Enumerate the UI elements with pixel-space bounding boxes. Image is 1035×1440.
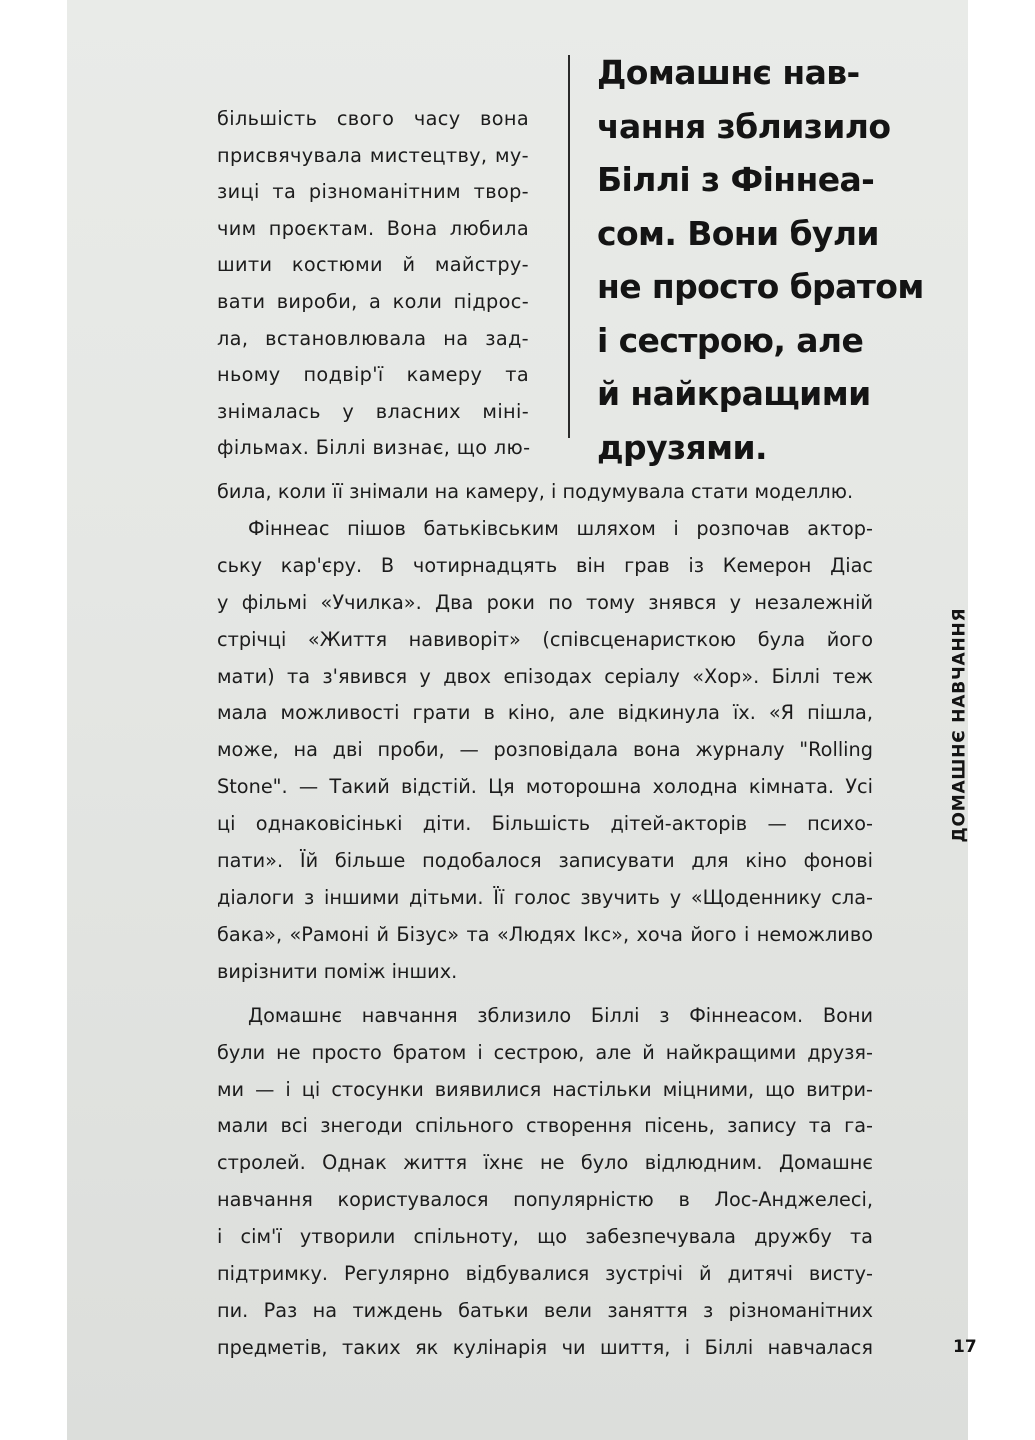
pullquote	[597, 46, 927, 474]
text-line: діалоги з іншими дітьми. Її голос звучить у «Щоденнику сла-	[217, 885, 873, 909]
text-line: мати) та з'явився у двох епізодах серіалу «Хор». Біллі теж	[217, 664, 873, 688]
text-line: Фіннеас пішов батьківським шляхом і розпочав актор-	[248, 516, 873, 540]
paragraph-spacer	[217, 991, 873, 998]
text-line: Stone". — Такий відстій. Ця моторошна холодна кімната. Усі	[217, 775, 873, 799]
text-line: підтримку. Регулярно відбувалися зустрічі й дитячі висту-	[217, 1262, 873, 1286]
text-line: фільмах. Біллі визнає, що лю-	[217, 436, 531, 460]
book-page	[67, 0, 977, 1440]
pullquote-divider	[568, 55, 570, 438]
text-line: навчання користувалося популярністю в Лос-Анджелесі,	[217, 1188, 873, 1212]
text-line: може, на дві проби, — розповідала вона журналу "Rolling	[217, 738, 873, 762]
pullquote-line: Біллі з Фіннеа-	[597, 160, 875, 199]
pullquote-line: чання зблизило	[597, 106, 891, 146]
pullquote-line: й найкращими	[597, 374, 871, 413]
text-line: пи. Раз на тиждень батьки вели заняття з різноманітних	[217, 1298, 873, 1322]
pullquote-line: друзями.	[597, 427, 767, 467]
text-line: била, коли її знімали на камеру, і подумувала стати моделлю.	[217, 480, 854, 503]
pullquote-line: Домашнє нав-	[597, 53, 860, 92]
text-line: у фільмі «Училка». Два роки по тому знявся у незалежній	[217, 590, 873, 614]
text-line: ську кар'єру. В чотирнадцять він грав із Кемерон Діас	[217, 553, 873, 577]
text-line: мали всі знегоди спільного створення пісень, запису та га-	[217, 1114, 873, 1138]
text-line: мала можливості грати в кіно, але відкинула їх. «Я пішла,	[217, 701, 873, 725]
text-line: більшість свого часу вона	[217, 107, 529, 130]
text-line: стролей. Однак життя їхнє не було відлюдним. Домашнє	[217, 1151, 873, 1175]
intro-column	[217, 101, 529, 467]
text-line: були не просто братом і сестрою, але й найкращими друзя-	[217, 1040, 873, 1064]
text-line: бака», «Рамоні й Бізус» та «Людях Ікс», хоча його і неможливо	[217, 922, 873, 946]
pullquote-line: не просто братом	[597, 267, 924, 306]
text-line: знімалась у власних міні-	[217, 399, 529, 423]
text-line: ці однаковісінькі діти. Більшість дітей-акторів — психо-	[217, 812, 873, 836]
pullquote-line: і сестрою, але	[597, 320, 864, 360]
text-line: стрічці «Життя навиворіт» (співсценаристкою була його	[217, 627, 873, 651]
paragraph	[217, 511, 873, 991]
text-line: зиці та різноманітним твор-	[217, 180, 529, 204]
running-head-label: ДОМАШНЄ НАВЧАННЯ	[949, 607, 969, 842]
text-line: вати вироби, а коли підрос-	[217, 289, 529, 313]
text-line: ньому подвір'ї камеру та	[217, 363, 529, 387]
text-line: Домашнє навчання зблизило Біллі з Фіннеасом. Вони	[248, 1003, 873, 1027]
text-line: і сім'ї утворили спільноту, що забезпечувала дружбу та	[217, 1225, 873, 1249]
text-line: ла, встановлювала на зад-	[217, 326, 529, 350]
body-text	[217, 474, 873, 1367]
text-line: чим проєктам. Вона любила	[217, 216, 529, 240]
running-head	[939, 607, 979, 842]
text-line: ми — і ці стосунки виявилися настільки міцними, що витри-	[217, 1077, 873, 1101]
text-line: вирізнити поміж інших.	[217, 959, 458, 983]
text-line: шити костюми й майстру-	[217, 253, 529, 277]
text-line: пати». Їй більше подобалося записувати для кіно фонові	[217, 849, 873, 873]
paragraph	[217, 998, 873, 1367]
pullquote-line: сом. Вони були	[597, 213, 879, 253]
text-line: присвячувала мистецтву, му-	[217, 143, 529, 167]
text-line: предметів, таких як кулінарія чи шиття, і Біллі навчалася	[217, 1335, 873, 1359]
page-number: 17	[953, 1337, 977, 1357]
